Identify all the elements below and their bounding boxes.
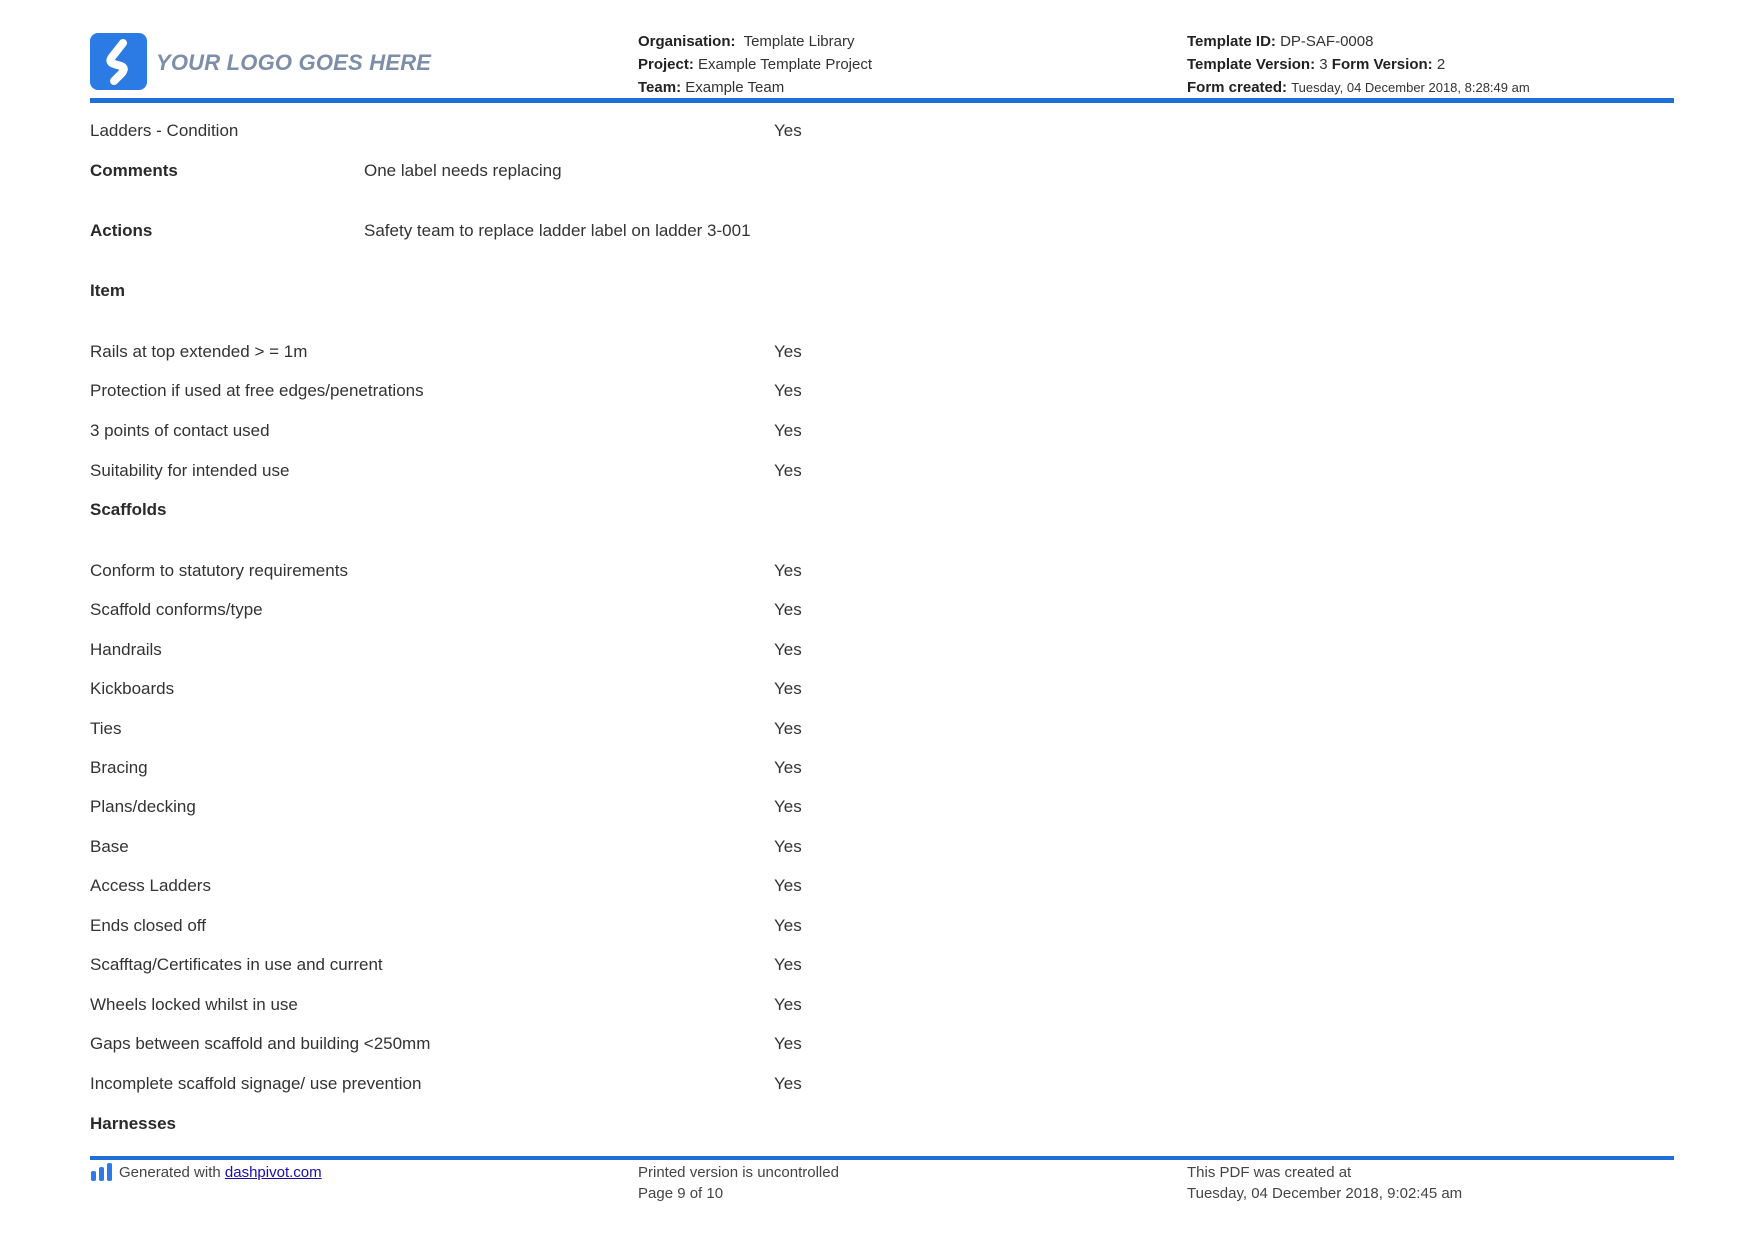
- item-label: Plans/decking: [90, 797, 196, 816]
- pdf-created-timestamp: Tuesday, 04 December 2018, 9:02:45 am: [1187, 1185, 1463, 1202]
- item-label: Base: [90, 837, 129, 856]
- uncontrolled-notice: Printed version is uncontrolled: [638, 1164, 839, 1181]
- dashpivot-link[interactable]: dashpivot.com: [224, 1164, 322, 1181]
- template-id-label: Template ID:: [1187, 33, 1276, 50]
- item-value: Yes: [774, 421, 802, 440]
- actions-value: Safety team to replace ladder label on ladder 3-001: [364, 221, 751, 240]
- page-header: [90, 28, 1674, 98]
- item-label: Bracing: [90, 758, 148, 777]
- comments-label: Comments: [90, 161, 178, 180]
- item-value: Yes: [774, 758, 802, 777]
- item-label: Suitability for intended use: [90, 461, 290, 480]
- item-value: Yes: [774, 995, 802, 1014]
- organisation-line: [638, 30, 872, 53]
- item-value: Yes: [774, 837, 802, 856]
- item-label: Incomplete scaffold signage/ use prevention: [90, 1074, 422, 1093]
- project-label: Project:: [638, 56, 694, 73]
- template-version-value: 3: [1319, 56, 1328, 73]
- item-label: Rails at top extended > = 1m: [90, 342, 308, 361]
- item-value: Yes: [774, 876, 802, 895]
- item-value: Yes: [774, 719, 802, 738]
- item-value: Yes: [774, 640, 802, 659]
- logo-mark-icon: [90, 33, 147, 90]
- item-label: Scaffold conforms/type: [90, 600, 263, 619]
- item-label: Gaps between scaffold and building <250mm: [90, 1034, 431, 1053]
- item-label: Ties: [90, 719, 122, 738]
- form-created-value: Tuesday, 04 December 2018, 8:28:49 am: [1291, 80, 1530, 95]
- template-version-label: Template Version:: [1187, 56, 1316, 73]
- item-value: Yes: [774, 916, 802, 935]
- actions-label: Actions: [90, 221, 153, 240]
- version-line: [1187, 53, 1530, 76]
- header-meta-right: [1187, 30, 1530, 99]
- project-value: Example Template Project: [698, 56, 873, 73]
- item-value: Yes: [774, 342, 802, 361]
- footer-pdf-created: [1187, 1162, 1462, 1204]
- form-version-value: 2: [1436, 56, 1446, 73]
- footer-print-info: [638, 1162, 839, 1204]
- section-heading: Harnesses: [90, 1114, 177, 1133]
- page-footer: [90, 1160, 1674, 1220]
- header-divider: [90, 98, 1674, 103]
- footer-generated: [90, 1162, 322, 1183]
- item-label: Handrails: [90, 640, 162, 659]
- item-label: Kickboards: [90, 679, 175, 698]
- item-label: 3 points of contact used: [90, 421, 270, 440]
- item-label: Access Ladders: [90, 876, 211, 895]
- team-value: Example Team: [685, 79, 785, 96]
- template-id-value: DP-SAF-0008: [1280, 33, 1374, 50]
- header-meta-middle: [638, 30, 872, 99]
- item-value: Yes: [774, 679, 802, 698]
- pdf-created-label: This PDF was created at: [1187, 1164, 1352, 1181]
- item-value: Yes: [774, 797, 802, 816]
- organisation-value: Template Library: [743, 33, 855, 50]
- item-value: Yes: [774, 381, 802, 400]
- item-value: Yes: [774, 561, 802, 580]
- logo-text: YOUR LOGO GOES HERE: [156, 50, 432, 75]
- item-label: Protection if used at free edges/penetrations: [90, 381, 424, 400]
- form-created-line: [1187, 76, 1530, 99]
- item-value: Yes: [774, 1074, 802, 1093]
- item-value: Yes: [774, 600, 802, 619]
- item-label: Conform to statutory requirements: [90, 561, 348, 580]
- section-heading: Item: [90, 281, 125, 300]
- section-heading: Scaffolds: [90, 500, 167, 519]
- team-label: Team:: [638, 79, 682, 96]
- generated-prefix: Generated with: [119, 1164, 221, 1181]
- comments-value: One label needs replacing: [364, 161, 562, 180]
- item-label: Ladders - Condition: [90, 121, 239, 140]
- item-label: Scafftag/Certificates in use and current: [90, 955, 383, 974]
- item-value: Yes: [774, 955, 802, 974]
- item-value: Yes: [774, 1034, 802, 1053]
- page-number: Page 9 of 10: [638, 1185, 724, 1202]
- template-id-line: [1187, 30, 1530, 53]
- dashpivot-bars-icon: [90, 1162, 114, 1182]
- form-created-label: Form created:: [1187, 79, 1288, 96]
- organisation-label: Organisation:: [638, 33, 736, 50]
- team-line: [638, 76, 872, 99]
- project-line: [638, 53, 872, 76]
- item-label: Ends closed off: [90, 916, 206, 935]
- item-value: Yes: [774, 121, 802, 140]
- form-version-label: Form Version:: [1331, 56, 1433, 73]
- item-value: Yes: [774, 461, 802, 480]
- item-label: Wheels locked whilst in use: [90, 995, 298, 1014]
